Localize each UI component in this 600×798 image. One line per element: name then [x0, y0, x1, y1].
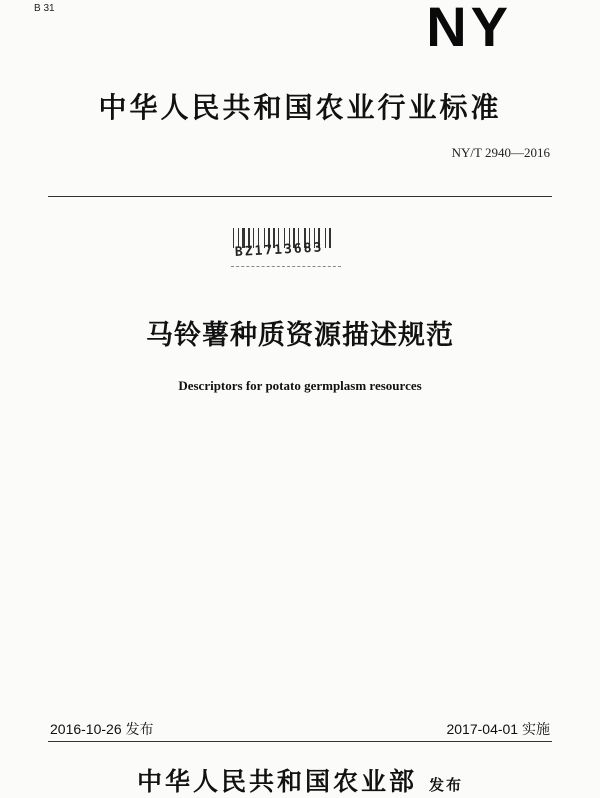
bottom-divider [48, 741, 552, 742]
standard-number: NY/T 2940—2016 [451, 145, 550, 160]
publish-label: 发布 [429, 776, 464, 794]
document-title-english: Descriptors for potato germplasm resources [178, 378, 422, 393]
publisher-line [0, 762, 600, 798]
implementation-date: 2017-04-01 实施 [446, 721, 550, 737]
barcode-number: BZ1713683 [234, 240, 324, 260]
standard-logo: NY [426, 0, 512, 58]
top-divider [48, 196, 552, 197]
classification-code: B 31 [34, 3, 55, 14]
document-title-chinese: 马铃薯种质资源描述规范 [146, 320, 454, 351]
barcode-dashed-line [231, 266, 341, 267]
publisher-name: 中华人民共和国农业部 [136, 767, 417, 796]
issuing-standard-title: 中华人民共和国农业行业标准 [98, 91, 502, 124]
issue-date: 2016-10-26 发布 [50, 721, 154, 737]
barcode-label [231, 228, 341, 274]
